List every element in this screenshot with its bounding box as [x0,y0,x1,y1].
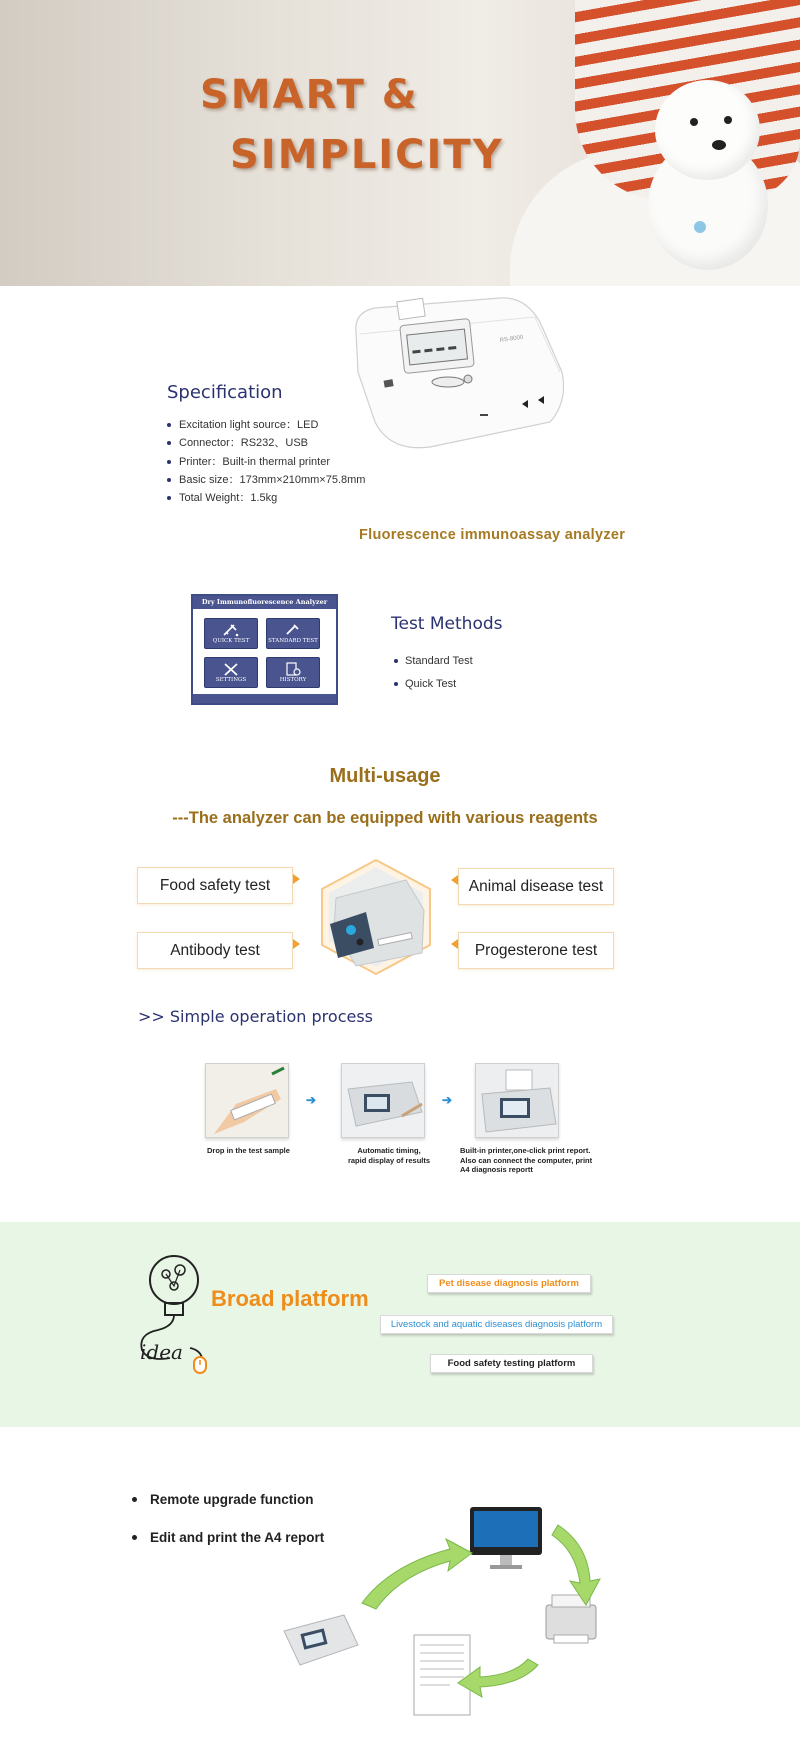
remote-workflow-illustration [270,1495,620,1720]
tile-settings[interactable] [204,657,258,688]
usage-animal-disease: Animal disease test [458,868,614,905]
analyzer-device-image [350,292,566,452]
syringe-icon [222,623,240,637]
dog-nose [712,140,726,150]
multi-usage-subtitle: ---The analyzer can be equipped with various reagents [172,809,598,827]
platform-livestock: Livestock and aquatic diseases diagnosis platform [380,1315,613,1334]
dropper-icon [284,623,302,637]
operation-title: >> Simple operation process [138,1007,374,1026]
remote-feature-item: Remote upgrade function [132,1490,324,1528]
broad-platform-title: Broad platform [211,1286,369,1311]
tile-history[interactable] [266,657,320,688]
hero-title-line2: SIMPLICITY [230,132,504,178]
caption-line: Drop in the test sample [207,1146,290,1155]
spec-title: Specification [167,382,283,403]
tools-icon [222,662,240,676]
usage-antibody: Antibody test [137,932,293,969]
step2-caption [343,1146,435,1165]
step3-image [475,1063,559,1138]
platform-food-safety: Food safety testing platform [430,1354,593,1373]
screen-footer-bar [193,694,336,703]
tile-label: HISTORY [279,677,307,683]
analyzer-screen-mockup [191,594,338,705]
hexagon-device-image [316,858,436,976]
platform-pet: Pet disease diagnosis platform [427,1274,591,1293]
step1-caption [207,1146,290,1156]
test-methods-list [394,652,473,698]
step2-image [341,1063,425,1138]
arrow-right-icon: ➔ [442,1093,453,1107]
caption-line: Built-in printer,one-click print report. [460,1146,591,1155]
test-method-item: Quick Test [394,675,473,698]
screen-header: Dry Immunofluorescence Analyzer [193,596,336,609]
hero-banner [0,0,800,286]
test-method-item: Standard Test [394,652,473,675]
dog-tag [694,221,706,233]
svg-text:RS-8000: RS-8000 [499,334,524,344]
spec-list [167,416,365,507]
spec-item: Printer：Built-in thermal printer [167,453,365,471]
tile-label: STANDARD TEST [268,638,318,644]
step3-caption [460,1146,592,1175]
arrow-right-icon: ➔ [306,1093,317,1107]
analyzer-caption: Fluorescence immunoassay analyzer [359,527,626,543]
tile-label: SETTINGS [215,677,247,683]
tile-quick-test[interactable] [204,618,258,649]
remote-feature-item: Edit and print the A4 report [132,1528,324,1566]
idea-word: idea [140,1340,183,1364]
spec-item: Total Weight：1.5kg [167,489,365,507]
hero-title-line1: SMART & [200,72,419,118]
caption-line: Also can connect the computer, print [460,1155,593,1165]
caption-line: Automatic timing, [357,1146,421,1155]
history-icon [284,662,302,676]
test-methods-title: Test Methods [391,614,503,634]
usage-progesterone: Progesterone test [458,932,614,969]
caption-line: A4 diagnosis reportt [460,1165,533,1174]
step1-image [205,1063,289,1138]
tile-standard-test[interactable] [266,618,320,649]
hero-dog-head [655,80,760,180]
spec-item: Connector：RS232、USB [167,434,365,452]
multi-usage-title: Multi-usage [329,765,441,787]
spec-item: Basic size：173mm×210mm×75.8mm [167,471,365,489]
dog-eye-right [724,116,732,124]
usage-food-safety: Food safety test [137,867,293,904]
dog-eye-left [690,118,698,126]
caption-line: rapid display of results [347,1155,431,1165]
tile-label: QUICK TEST [212,638,250,644]
spec-item: Excitation light source：LED [167,416,365,434]
